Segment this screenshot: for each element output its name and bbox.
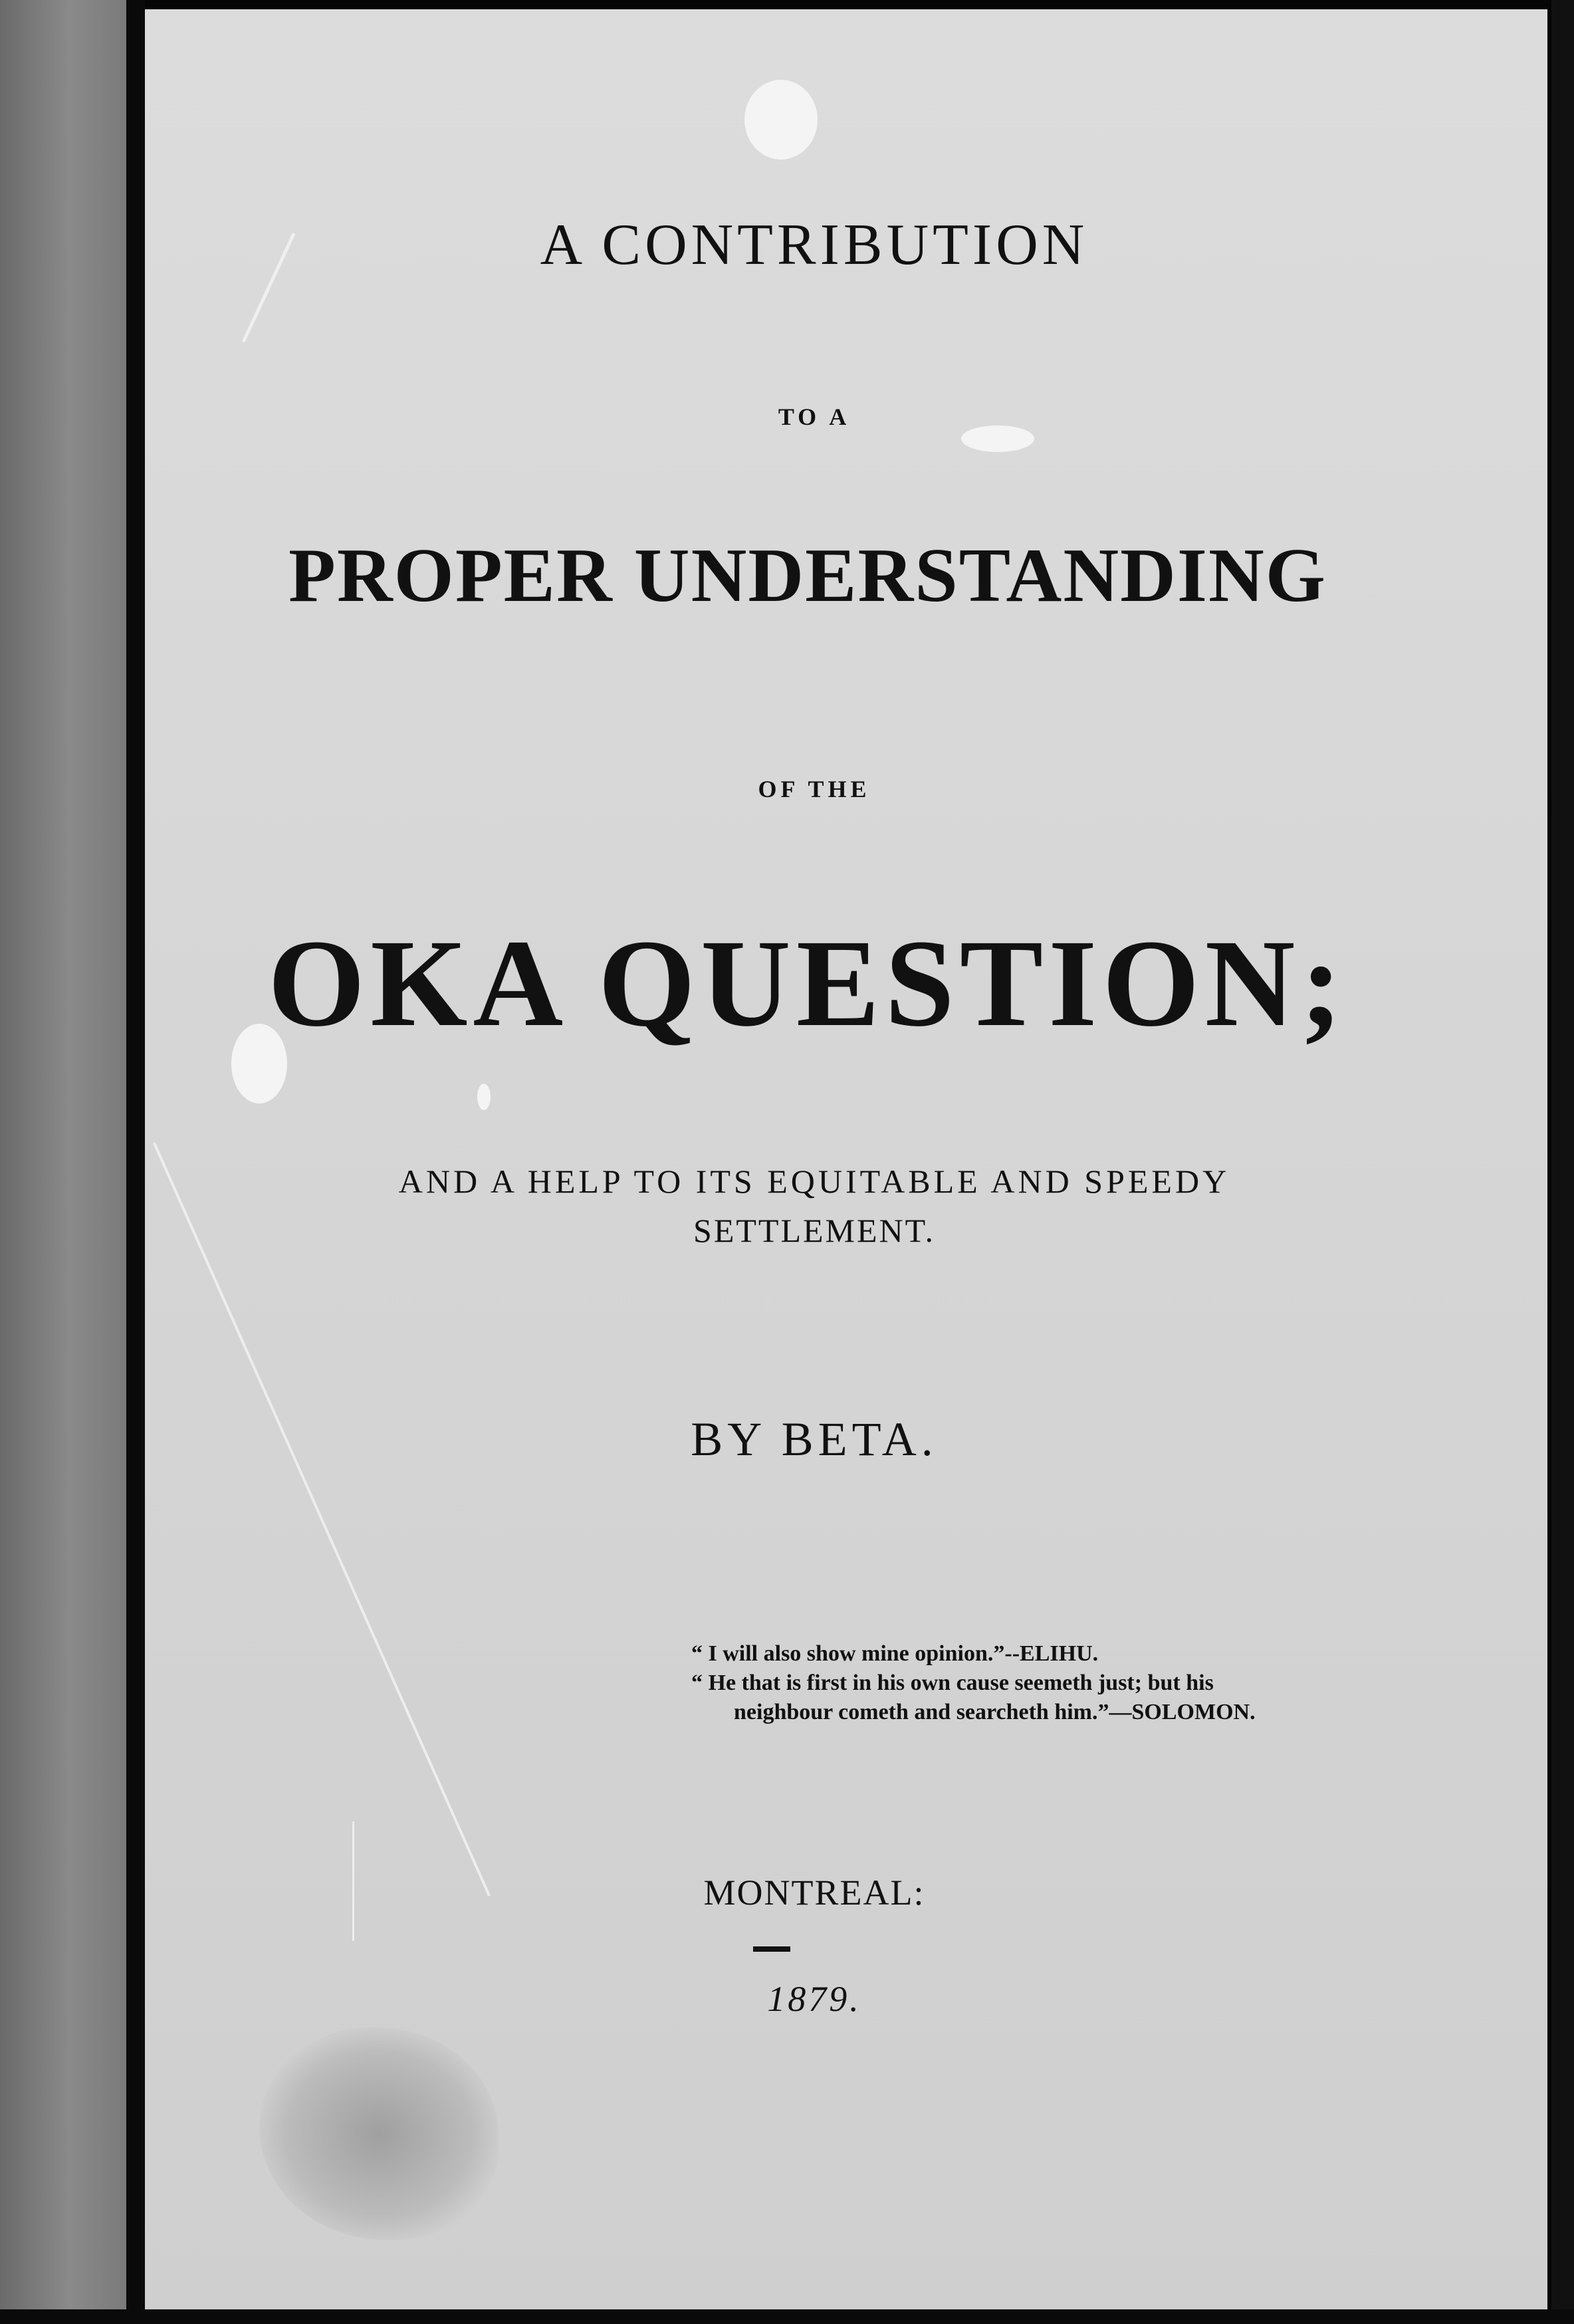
title-line-proper-understanding: PROPER UNDERSTANDING: [288, 533, 1327, 618]
paper-fleck: [744, 80, 818, 160]
author-line: BY BETA.: [691, 1413, 938, 1466]
epigraph-quote-solomon-line2: neighbour cometh and searcheth him.”—SOLOMON.: [734, 1700, 1256, 1725]
paper-fleck: [477, 1084, 491, 1110]
title-line-oka-question: OKA QUESTION;: [268, 913, 1347, 1052]
title-line-to-a: TO A: [778, 404, 851, 430]
page-bottom-edge: [0, 2309, 1574, 2324]
page-right-edge: [1551, 0, 1574, 2324]
imprint-rule: [753, 1946, 790, 1952]
book-spine: [0, 0, 126, 2324]
subtitle-line-2: SETTLEMENT.: [693, 1212, 935, 1249]
imprint-year: 1879.: [767, 1979, 861, 2019]
imprint-place: MONTREAL:: [703, 1873, 925, 1913]
epigraph: [691, 1639, 1316, 1728]
title-line-of-the: OF THE: [758, 776, 871, 802]
epigraph-quote-elihu: “ I will also show mine opinion.”--ELIHU.: [691, 1641, 1099, 1666]
title-page-paper: [145, 9, 1547, 2309]
title-line-contribution: A CONTRIBUTION: [540, 213, 1089, 277]
epigraph-quote-solomon-line1: “ He that is first in his own cause seemeth just; but his: [691, 1671, 1214, 1696]
subtitle-line-1: AND A HELP TO ITS EQUITABLE AND SPEEDY: [398, 1163, 1230, 1200]
